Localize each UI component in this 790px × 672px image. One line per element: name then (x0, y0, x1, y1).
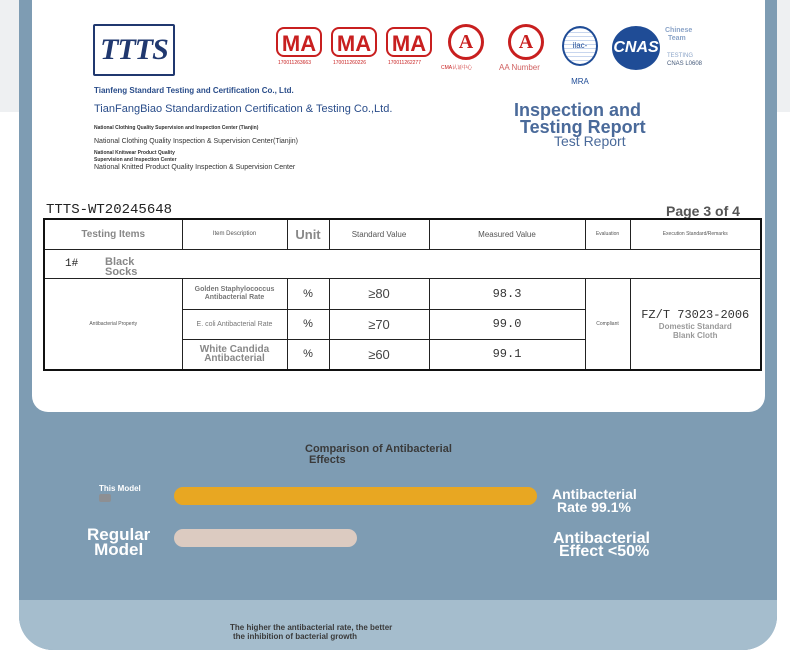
item-description: Golden Staphylococcus Antibacterial Rate (182, 278, 287, 309)
ma-cert-number-2: 170011260226 (333, 60, 366, 66)
execution-standard: FZ/T 73023-2006 (641, 307, 750, 322)
center-name-2: National Clothing Quality Inspection & Supervision Center(Tianjin) (94, 138, 299, 145)
category-cell: Antibacterial Property (44, 278, 182, 370)
footer-note: The higher the antibacterial rate, the better the inhibition of bacterial growth (230, 623, 393, 641)
report-title-line-1: Inspection and (514, 100, 642, 120)
column-header: Unit (287, 219, 329, 249)
cnas-caption-1: Chinese (665, 27, 693, 34)
ma-cert-logo-1: MA (276, 27, 322, 57)
column-header: Testing Items (44, 219, 182, 249)
a-cert-logo-1: A (448, 24, 484, 60)
regular-model-bar (174, 529, 357, 547)
remarks-line-2: Blank Cloth (673, 330, 718, 340)
this-model-label: This Model (99, 484, 141, 493)
regular-model-result: Antibacterial Effect <50% (553, 530, 650, 560)
unit-cell: % (287, 278, 329, 309)
a-cert-logo-2: A (508, 24, 544, 60)
cnas-caption-3: TESTING (667, 53, 694, 59)
results-table (43, 218, 762, 371)
company-name-1: Tianfeng Standard Testing and Certification Co., Ltd. (94, 86, 294, 95)
column-header: Standard Value (329, 219, 429, 249)
standard-value-cell: ≥70 (329, 309, 429, 339)
column-header: Item Description (182, 219, 287, 249)
standard-value-cell: ≥80 (329, 278, 429, 309)
sample-row (44, 249, 761, 278)
ma-cert-logo-2: MA (331, 27, 377, 57)
remarks-line-1: Domestic Standard (658, 321, 732, 331)
ttts-logo: TTTS (93, 24, 175, 76)
sample-number: 1# (65, 257, 79, 270)
report-title-line-2: Testing Report (520, 117, 646, 137)
center-name-4: Supervision and Inspection Center (94, 157, 177, 163)
measured-value-cell: 99.1 (429, 339, 585, 370)
this-model-result: Antibacterial Rate 99.1% (552, 486, 637, 515)
report-number: TTTS-WT20245648 (46, 202, 173, 218)
cnas-logo: CNAS (612, 26, 660, 70)
table-row (44, 278, 761, 309)
company-name-2: TianFangBiao Standardization Certification & Testing Co.,Ltd. (94, 103, 393, 115)
measured-value-cell: 98.3 (429, 278, 585, 309)
sample-cell (44, 249, 761, 278)
ma-cert-number-3: 170011262277 (388, 60, 421, 66)
unit-cell: % (287, 309, 329, 339)
column-header: Measured Value (429, 219, 585, 249)
standard-value-cell: ≥60 (329, 339, 429, 370)
footer-band (19, 600, 777, 650)
remarks-cell (630, 278, 761, 370)
a-cert-caption-1: CMA认证中心 (441, 65, 473, 71)
measured-value-cell: 99.0 (429, 309, 585, 339)
cnas-caption-2: Team (668, 35, 686, 42)
center-name-1: National Clothing Quality Supervision and Inspection Center (Tianjin) (94, 125, 259, 131)
item-description: White Candida Antibacterial (182, 339, 287, 370)
center-name-3: National Knitwear Product Quality (94, 150, 175, 156)
cnas-caption-4: CNAS L0608 (667, 61, 703, 67)
comparison-title: Comparison of Antibacterial Effects (305, 443, 452, 466)
this-model-bar (174, 487, 537, 505)
ma-cert-logo-3: MA (386, 27, 432, 57)
evaluation-cell: Compliant (585, 278, 630, 370)
regular-model-label: Regular Model (87, 525, 151, 559)
ma-cert-number-1: 170011263663 (278, 60, 311, 66)
column-header: Evaluation (585, 219, 630, 249)
this-model-icon (99, 494, 111, 502)
unit-cell: % (287, 339, 329, 370)
report-title-line-3: Test Report (554, 133, 626, 149)
item-description: E. coli Antibacterial Rate (182, 309, 287, 339)
a-cert-caption-2: AA Number (499, 63, 540, 72)
ilac-mra-logo: ilac-MRA (562, 26, 598, 66)
sample-name: Black Socks (105, 255, 138, 278)
center-name-5: National Knitted Product Quality Inspection & Supervision Center (94, 164, 296, 171)
column-header: Execution Standard/Remarks (630, 219, 761, 249)
table-header-row (44, 219, 761, 249)
page-indicator: Page 3 of 4 (666, 203, 740, 219)
